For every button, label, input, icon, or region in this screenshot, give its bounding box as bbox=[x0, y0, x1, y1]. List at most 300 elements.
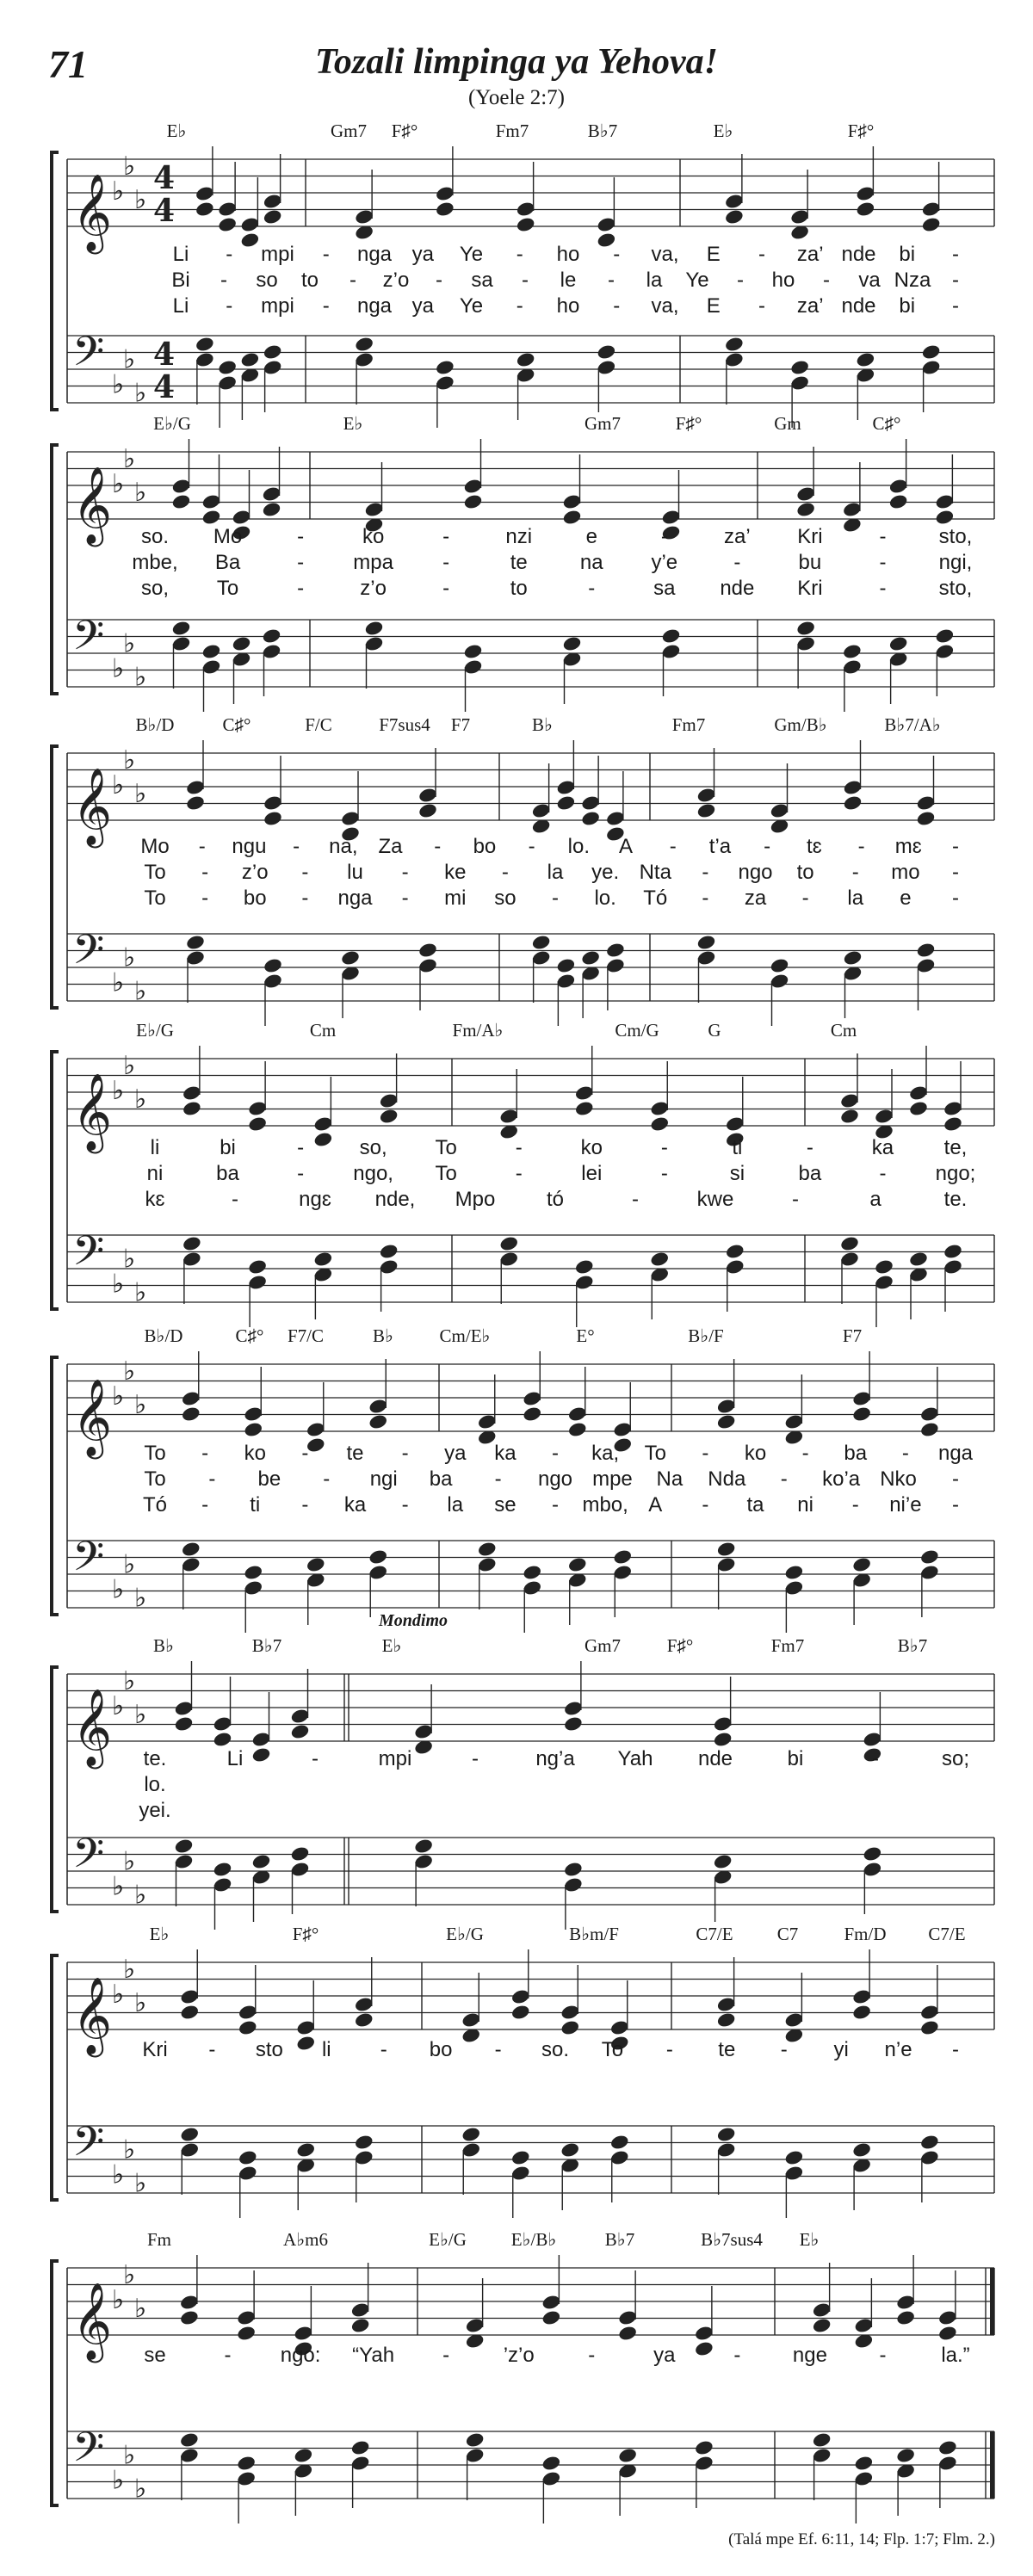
lyric-syllable: sa bbox=[653, 577, 676, 600]
lyric-syllable: ko bbox=[244, 1442, 266, 1465]
chord-symbol: E♭/G bbox=[429, 2229, 467, 2250]
lyric-syllable: mpi bbox=[378, 1747, 412, 1770]
lyric-hyphen: - bbox=[952, 269, 959, 292]
lyric-hyphen: - bbox=[733, 551, 741, 574]
lyric-syllable: z’o bbox=[360, 577, 387, 600]
chord-symbol: C♯° bbox=[872, 413, 901, 434]
lyric-syllable: kɛ bbox=[145, 1188, 165, 1211]
lyric-syllable: va, bbox=[651, 294, 679, 318]
chord-symbol: F7/C bbox=[287, 1325, 325, 1346]
chord-symbol: B♭/D bbox=[135, 714, 175, 735]
lyric-hyphen: - bbox=[702, 886, 709, 910]
bass-notehead bbox=[294, 2447, 314, 2464]
chord-symbol: Cm/G bbox=[615, 1020, 659, 1041]
lyric-syllable: ng’a bbox=[535, 1747, 575, 1770]
lyric-syllable: n’e bbox=[884, 2038, 912, 2061]
lyric-syllable: Li bbox=[226, 1747, 244, 1770]
lyric-syllable: nzi bbox=[505, 525, 533, 548]
lyric-syllable: bo bbox=[473, 835, 497, 858]
key-signature-flat-icon: ♭ bbox=[123, 1846, 136, 1877]
lyric-hyphen: - bbox=[297, 577, 305, 600]
bass-clef-icon: 𝄢 bbox=[72, 611, 105, 670]
lyric-hyphen: - bbox=[952, 1493, 959, 1517]
key-signature-flat-icon: ♭ bbox=[112, 770, 125, 800]
lyric-hyphen: - bbox=[780, 2038, 788, 2061]
lyric-hyphen: - bbox=[660, 1162, 668, 1185]
lyric-syllable: ba bbox=[798, 1162, 822, 1185]
key-signature-flat-icon: ♭ bbox=[123, 1356, 136, 1387]
chord-symbol: B♭ bbox=[532, 714, 553, 735]
bass-notehead bbox=[236, 2455, 257, 2472]
key-signature-flat-icon: ♭ bbox=[134, 1389, 147, 1420]
lyric-syllable: Nta bbox=[639, 861, 671, 884]
bass-notehead bbox=[465, 2431, 486, 2449]
lyric-syllable: za bbox=[744, 886, 767, 910]
lyric-hyphen: - bbox=[665, 2038, 673, 2061]
chord-symbol: E♭/G bbox=[446, 1924, 484, 1944]
tempo-marking: Mondimo bbox=[379, 1611, 448, 1630]
lyric-hyphen: - bbox=[552, 1493, 559, 1517]
lyric-syllable: kwe bbox=[696, 1188, 734, 1211]
lyric-hyphen: - bbox=[792, 1188, 799, 1211]
treble-notehead bbox=[179, 2309, 200, 2326]
treble-notehead bbox=[854, 2317, 875, 2334]
treble-notehead bbox=[465, 2317, 486, 2334]
chord-symbol: F♯° bbox=[292, 1924, 319, 1944]
lyric-syllable: ka, bbox=[591, 1442, 620, 1465]
lyric-syllable: la bbox=[547, 861, 564, 884]
lyric-hyphen: - bbox=[879, 577, 887, 600]
lyric-syllable: nga bbox=[337, 886, 373, 910]
lyric-syllable: lo. bbox=[144, 1773, 166, 1796]
lyric-hyphen: - bbox=[851, 861, 859, 884]
lyric-syllable: ’z’o bbox=[503, 2344, 535, 2367]
lyric-syllable: sto, bbox=[938, 577, 973, 600]
key-signature-flat-icon: ♭ bbox=[134, 2168, 147, 2199]
lyric-hyphen: - bbox=[201, 1493, 209, 1517]
lyric-hyphen: - bbox=[494, 2038, 502, 2061]
bass-notehead bbox=[617, 2447, 638, 2464]
lyric-syllable: li bbox=[321, 2038, 331, 2061]
lyric-syllable: mbe, bbox=[132, 551, 178, 574]
lyric-syllable: lu bbox=[347, 861, 363, 884]
lyric-syllable: nde bbox=[841, 294, 876, 318]
treble-notehead bbox=[812, 2301, 832, 2319]
lyric-hyphen: - bbox=[801, 886, 809, 910]
bass-notehead bbox=[465, 2447, 486, 2464]
bass-clef-icon: 𝄢 bbox=[72, 1226, 105, 1285]
key-signature-flat-icon: ♭ bbox=[123, 344, 136, 375]
lyric-hyphen: - bbox=[401, 886, 409, 910]
lyric-hyphen: - bbox=[312, 1747, 319, 1770]
chord-symbol: Cm bbox=[830, 1020, 857, 1041]
lyric-hyphen: - bbox=[851, 1493, 859, 1517]
lyric-syllable: ba bbox=[844, 1442, 868, 1465]
lyric-syllable: A bbox=[648, 1493, 663, 1517]
lyric-syllable: te. bbox=[943, 1188, 968, 1211]
lyric-hyphen: - bbox=[588, 2344, 596, 2367]
lyric-syllable: “Yah bbox=[352, 2344, 395, 2367]
treble-clef-icon: 𝄞 bbox=[72, 768, 113, 845]
lyric-hyphen: - bbox=[660, 1136, 668, 1159]
chord-symbol: Cm/E♭ bbox=[439, 1325, 491, 1346]
key-signature-flat-icon: ♭ bbox=[123, 2134, 136, 2165]
lyric-syllable: to bbox=[300, 269, 319, 292]
lyric-syllable: ka bbox=[494, 1442, 516, 1465]
bass-notehead bbox=[541, 2455, 562, 2472]
treble-notehead bbox=[895, 2294, 916, 2311]
chord-symbol: B♭7/A♭ bbox=[884, 714, 941, 735]
lyric-hyphen: - bbox=[301, 1493, 309, 1517]
lyric-syllable: yi bbox=[833, 2038, 849, 2061]
chord-symbol: A♭m6 bbox=[283, 2229, 328, 2250]
lyric-hyphen: - bbox=[380, 2038, 387, 2061]
bass-notehead bbox=[812, 2447, 832, 2464]
treble-clef-icon: 𝄞 bbox=[72, 1689, 113, 1766]
key-signature-flat-icon: ♭ bbox=[112, 2285, 125, 2315]
bass-notehead bbox=[350, 2455, 371, 2472]
chord-symbol: F♯° bbox=[847, 120, 875, 141]
chord-symbol: C7/E bbox=[928, 1924, 966, 1944]
lyric-hyphen: - bbox=[201, 1442, 209, 1465]
treble-clef-icon: 𝄞 bbox=[72, 1977, 113, 2054]
lyric-syllable: sto bbox=[255, 2038, 283, 2061]
key-signature-flat-icon: ♭ bbox=[134, 778, 147, 809]
chord-symbol: Gm/B♭ bbox=[774, 714, 827, 735]
lyric-syllable: mi bbox=[444, 886, 467, 910]
lyric-hyphen: - bbox=[401, 861, 409, 884]
lyric-hyphen: - bbox=[516, 294, 523, 318]
treble-notehead bbox=[812, 2317, 832, 2334]
lyric-syllable: Kri bbox=[142, 2038, 168, 2061]
footer-references: (Talá mpe Ef. 6:11, 14; Flp. 1:7; Flm. 2.) bbox=[728, 2530, 995, 2548]
lyric-syllable: bo bbox=[429, 2038, 453, 2061]
lyric-syllable: nde bbox=[697, 1747, 733, 1770]
lyric-hyphen: - bbox=[201, 886, 209, 910]
lyric-syllable: si bbox=[729, 1162, 745, 1185]
key-signature-flat-icon: ♭ bbox=[123, 1050, 136, 1081]
lyric-syllable: li bbox=[150, 1136, 160, 1159]
lyric-syllable: ye. bbox=[591, 861, 620, 884]
lyric-syllable: na bbox=[579, 551, 603, 574]
treble-notehead bbox=[350, 2317, 371, 2334]
lyric-hyphen: - bbox=[226, 294, 233, 318]
lyric-syllable: la bbox=[646, 269, 663, 292]
lyric-hyphen: - bbox=[434, 835, 442, 858]
lyric-hyphen: - bbox=[823, 269, 830, 292]
lyric-syllable: la.” bbox=[941, 2344, 970, 2367]
chord-symbol: E° bbox=[576, 1325, 595, 1346]
lyric-syllable: To bbox=[644, 1442, 666, 1465]
lyric-hyphen: - bbox=[952, 1467, 959, 1491]
lyric-hyphen: - bbox=[297, 551, 305, 574]
lyric-syllable: ni bbox=[797, 1493, 813, 1517]
lyric-hyphen: - bbox=[322, 294, 330, 318]
lyric-syllable: ka bbox=[343, 1493, 367, 1517]
chord-symbol: E♭ bbox=[166, 120, 187, 141]
lyric-syllable: te bbox=[346, 1442, 364, 1465]
lyric-hyphen: - bbox=[528, 835, 535, 858]
chord-symbol: B♭7 bbox=[897, 1635, 928, 1656]
lyric-syllable: ngo, bbox=[353, 1162, 393, 1185]
key-signature-flat-icon: ♭ bbox=[123, 942, 136, 973]
lyric-syllable: ya bbox=[444, 1442, 467, 1465]
lyric-syllable: ko’a bbox=[822, 1467, 861, 1491]
lyric-hyphen: - bbox=[780, 1467, 788, 1491]
lyric-hyphen: - bbox=[552, 1442, 559, 1465]
lyric-hyphen: - bbox=[806, 1136, 813, 1159]
lyric-hyphen: - bbox=[879, 525, 887, 548]
treble-notehead bbox=[937, 2325, 958, 2342]
lyric-hyphen: - bbox=[224, 2344, 232, 2367]
chord-symbol: Fm/A♭ bbox=[452, 1020, 504, 1041]
lyric-syllable: Tó bbox=[142, 1493, 168, 1517]
lyric-syllable: sa bbox=[471, 269, 493, 292]
lyric-hyphen: - bbox=[442, 577, 450, 600]
lyric-syllable: Li bbox=[172, 294, 189, 318]
lyric-syllable: lei bbox=[581, 1162, 603, 1185]
lyric-syllable: za’ bbox=[724, 525, 751, 548]
treble-notehead bbox=[694, 2325, 714, 2342]
lyric-syllable: ngɛ bbox=[299, 1188, 331, 1211]
lyric-syllable: bu bbox=[798, 551, 822, 574]
treble-clef-icon: 𝄞 bbox=[72, 1379, 113, 1456]
lyric-syllable: Za bbox=[378, 835, 403, 858]
lyric-syllable: To bbox=[435, 1136, 457, 1159]
lyric-syllable: mo bbox=[891, 861, 920, 884]
chord-symbol: E♭/B♭ bbox=[510, 2229, 557, 2250]
bass-notehead bbox=[179, 2431, 200, 2449]
chord-symbol: B♭ bbox=[153, 1635, 174, 1656]
chord-symbol: B♭7sus4 bbox=[701, 2229, 763, 2250]
lyric-hyphen: - bbox=[401, 1442, 409, 1465]
bass-notehead bbox=[236, 2470, 257, 2487]
chord-symbol: E♭ bbox=[713, 120, 733, 141]
bass-notehead bbox=[812, 2431, 832, 2449]
time-signature-digit: 4 bbox=[153, 160, 176, 196]
lyric-syllable: Tó bbox=[643, 886, 668, 910]
lyric-hyphen: - bbox=[901, 1442, 909, 1465]
lyric-hyphen: - bbox=[472, 1747, 479, 1770]
lyric-hyphen: - bbox=[552, 886, 559, 910]
lyric-hyphen: - bbox=[301, 886, 309, 910]
bass-notehead bbox=[895, 2447, 916, 2464]
system-bracket bbox=[52, 2261, 59, 2505]
chord-symbol: C7 bbox=[776, 1924, 799, 1944]
song-number: 71 bbox=[48, 42, 88, 86]
lyric-syllable: y’e bbox=[651, 551, 678, 574]
lyric-syllable: mpi bbox=[261, 243, 294, 266]
lyric-hyphen: - bbox=[198, 835, 206, 858]
lyric-syllable: ti bbox=[250, 1493, 261, 1517]
chord-symbol: F♯° bbox=[391, 120, 418, 141]
time-signature-digit: 4 bbox=[153, 337, 176, 373]
lyric-syllable: z’o bbox=[241, 861, 269, 884]
bass-notehead bbox=[937, 2455, 958, 2472]
treble-notehead bbox=[617, 2325, 638, 2342]
chord-symbol: B♭/F bbox=[688, 1325, 724, 1346]
lyric-syllable: Mo bbox=[213, 525, 243, 548]
lyric-syllable: ta bbox=[746, 1493, 764, 1517]
bass-notehead bbox=[937, 2439, 958, 2456]
key-signature-flat-icon: ♭ bbox=[123, 1244, 136, 1275]
lyric-hyphen: - bbox=[613, 243, 621, 266]
lyric-syllable: mpa bbox=[353, 551, 393, 574]
lyric-syllable: te bbox=[718, 2038, 736, 2061]
key-signature-flat-icon: ♭ bbox=[134, 1699, 147, 1730]
lyric-syllable: ko bbox=[744, 1442, 767, 1465]
lyric-syllable: ngu bbox=[232, 835, 267, 858]
lyric-hyphen: - bbox=[879, 551, 887, 574]
lyric-syllable: se bbox=[144, 2344, 166, 2367]
lyric-hyphen: - bbox=[733, 2344, 741, 2367]
bass-clef-icon: 𝄢 bbox=[72, 1532, 105, 1591]
lyric-syllable: ya bbox=[411, 243, 434, 266]
lyric-syllable: ngo bbox=[738, 861, 773, 884]
lyric-syllable: Kri bbox=[797, 577, 823, 600]
lyric-syllable: to bbox=[510, 577, 528, 600]
chord-symbol: Gm7 bbox=[585, 413, 621, 434]
scripture-reference: (Yoele 2:7) bbox=[467, 86, 566, 109]
lyric-hyphen: - bbox=[952, 835, 959, 858]
lyric-syllable: la bbox=[847, 886, 864, 910]
lyric-syllable: bi bbox=[899, 294, 916, 318]
lyric-hyphen: - bbox=[201, 861, 209, 884]
chord-symbol: C♯° bbox=[235, 1325, 264, 1346]
lyric-syllable: nge bbox=[792, 2344, 827, 2367]
chord-symbol: B♭7 bbox=[251, 1635, 282, 1656]
key-signature-flat-icon: ♭ bbox=[112, 653, 125, 684]
key-signature-flat-icon: ♭ bbox=[112, 1871, 125, 1902]
treble-clef-icon: 𝄞 bbox=[72, 2283, 113, 2360]
key-signature-flat-icon: ♭ bbox=[134, 378, 147, 409]
lyric-syllable: te. bbox=[143, 1747, 167, 1770]
lyric-syllable: ke bbox=[444, 861, 467, 884]
lyric-hyphen: - bbox=[401, 1493, 409, 1517]
chord-symbol: Fm7 bbox=[495, 120, 529, 141]
key-signature-flat-icon: ♭ bbox=[112, 2159, 125, 2190]
lyric-syllable: Yah bbox=[617, 1747, 653, 1770]
lyric-syllable: ya bbox=[411, 294, 434, 318]
lyric-syllable: ho bbox=[556, 243, 580, 266]
lyric-syllable: ti bbox=[732, 1136, 743, 1159]
treble-notehead bbox=[617, 2309, 638, 2326]
lyric-syllable: bo bbox=[243, 886, 267, 910]
lyric-syllable: nga bbox=[356, 243, 393, 266]
lyric-syllable: ba bbox=[216, 1162, 239, 1185]
lyric-hyphen: - bbox=[301, 1442, 309, 1465]
lyric-hyphen: - bbox=[857, 835, 865, 858]
key-signature-flat-icon: ♭ bbox=[134, 477, 147, 508]
lyric-syllable: ngo; bbox=[935, 1162, 976, 1185]
lyric-hyphen: - bbox=[436, 269, 442, 292]
lyric-syllable: Ye bbox=[459, 243, 484, 266]
chord-symbol: E♭ bbox=[381, 1635, 402, 1656]
lyric-hyphen: - bbox=[220, 269, 227, 292]
key-signature-flat-icon: ♭ bbox=[112, 1691, 125, 1721]
chord-symbol: B♭ bbox=[373, 1325, 393, 1346]
lyric-syllable: be bbox=[257, 1467, 281, 1491]
chord-symbol: Fm7 bbox=[671, 714, 706, 735]
chord-symbol: Gm7 bbox=[331, 120, 367, 141]
lyric-syllable: bi bbox=[899, 243, 916, 266]
key-signature-flat-icon: ♭ bbox=[134, 662, 147, 693]
lyric-syllable: To bbox=[144, 1442, 166, 1465]
lyric-syllable: e bbox=[585, 525, 597, 548]
lyric-syllable: Na bbox=[656, 1467, 684, 1491]
lyric-syllable: tó bbox=[546, 1188, 565, 1211]
chord-symbol: F♯° bbox=[675, 413, 702, 434]
chord-symbol: Fm/D bbox=[844, 1924, 887, 1944]
key-signature-flat-icon: ♭ bbox=[112, 1381, 125, 1412]
key-signature-flat-icon: ♭ bbox=[134, 2474, 147, 2505]
key-signature-flat-icon: ♭ bbox=[112, 2465, 125, 2496]
lyric-hyphen: - bbox=[208, 2038, 216, 2061]
lyric-syllable: la bbox=[447, 1493, 464, 1517]
treble-notehead bbox=[350, 2301, 371, 2319]
lyric-syllable: To bbox=[144, 1467, 166, 1491]
lyric-syllable: te, bbox=[943, 1136, 968, 1159]
lyric-syllable: so bbox=[494, 886, 516, 910]
key-signature-flat-icon: ♭ bbox=[134, 1084, 147, 1115]
lyric-syllable: sto, bbox=[938, 525, 973, 548]
lyric-hyphen: - bbox=[516, 243, 523, 266]
lyric-syllable: to bbox=[796, 861, 814, 884]
lyric-hyphen: - bbox=[442, 525, 450, 548]
bass-clef-icon: 𝄢 bbox=[72, 2117, 105, 2176]
lyric-syllable: To bbox=[216, 577, 239, 600]
time-signature-digit: 4 bbox=[153, 369, 176, 405]
time-signature-digit: 4 bbox=[153, 193, 176, 229]
lyric-hyphen: - bbox=[702, 861, 709, 884]
bass-clef-icon: 𝄢 bbox=[72, 2423, 105, 2481]
lyric-syllable: nga bbox=[937, 1442, 974, 1465]
key-signature-flat-icon: ♭ bbox=[123, 1665, 136, 1696]
key-signature-flat-icon: ♭ bbox=[112, 1574, 125, 1605]
lyric-syllable: mɛ bbox=[894, 835, 922, 858]
lyric-syllable: mpi bbox=[261, 294, 294, 318]
treble-notehead bbox=[937, 2309, 958, 2326]
lyric-syllable: na, bbox=[329, 835, 358, 858]
lyric-syllable: lo. bbox=[594, 886, 616, 910]
lyric-syllable: nde bbox=[720, 577, 755, 600]
lyric-hyphen: - bbox=[872, 1747, 879, 1770]
lyric-syllable: To bbox=[144, 861, 166, 884]
lyric-hyphen: - bbox=[952, 886, 959, 910]
bass-notehead bbox=[179, 2447, 200, 2464]
bass-notehead bbox=[350, 2439, 371, 2456]
treble-notehead bbox=[179, 2294, 200, 2311]
lyric-hyphen: - bbox=[632, 1188, 639, 1211]
lyric-syllable: ni bbox=[146, 1162, 164, 1185]
lyric-hyphen: - bbox=[879, 2344, 887, 2367]
chord-symbol: G bbox=[708, 1020, 721, 1041]
key-signature-flat-icon: ♭ bbox=[112, 176, 125, 207]
lyric-syllable: ka bbox=[871, 1136, 894, 1159]
lyric-hyphen: - bbox=[301, 861, 309, 884]
lyric-hyphen: - bbox=[522, 269, 529, 292]
lyric-hyphen: - bbox=[515, 1136, 523, 1159]
lyric-syllable: bi bbox=[787, 1747, 804, 1770]
lyric-syllable: tɛ bbox=[807, 835, 822, 858]
chord-symbol: Fm7 bbox=[770, 1635, 805, 1656]
lyric-syllable: ngi bbox=[369, 1467, 398, 1491]
chord-symbol: E♭/G bbox=[153, 413, 191, 434]
lyric-syllable: A bbox=[619, 835, 634, 858]
chord-symbol: B♭7 bbox=[587, 120, 618, 141]
lyric-syllable: Mo bbox=[140, 835, 170, 858]
lyric-syllable: ho bbox=[556, 294, 580, 318]
